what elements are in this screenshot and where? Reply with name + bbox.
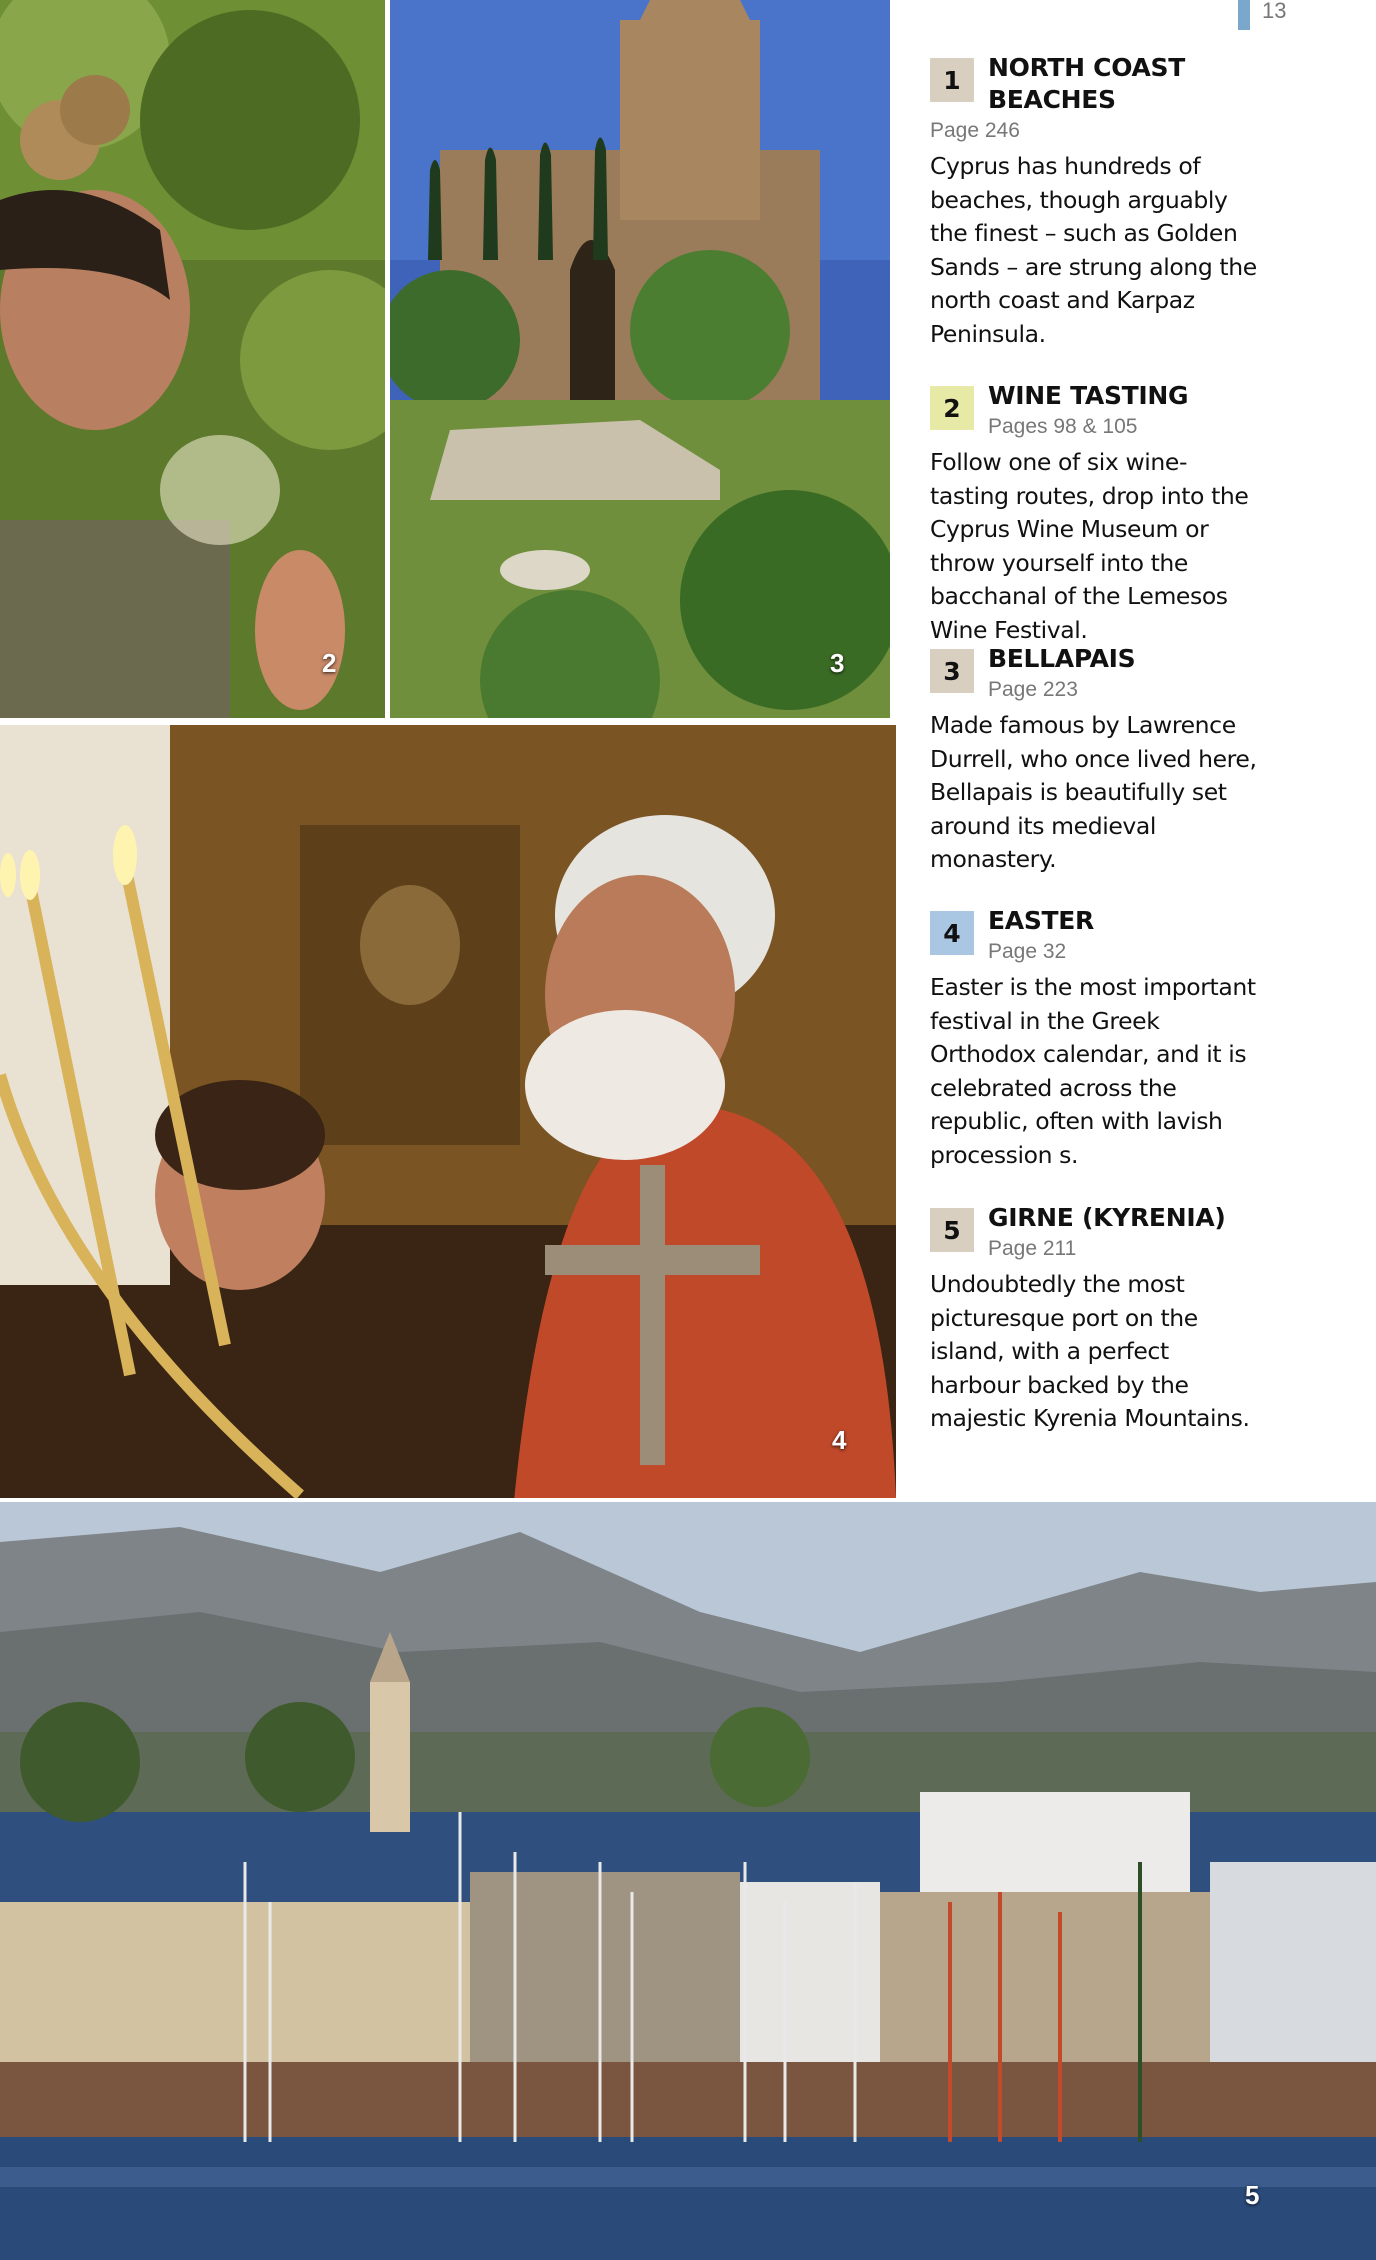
entry-number-badge: 5: [930, 1208, 974, 1252]
entry-body: Undoubtedly the most picturesque port on the island, with a perfect harbour backed by the majestic Kyrenia Mountains.: [930, 1270, 1250, 1432]
entry-number-badge: 3: [930, 649, 974, 693]
highlight-entry-3: [930, 643, 1260, 877]
photo-number: 3: [830, 648, 845, 678]
page-number: 13: [1262, 0, 1287, 23]
entry-title: BELLAPAIS: [988, 644, 1136, 673]
photo-bellapais: [390, 0, 890, 718]
entry-title: EASTER: [988, 906, 1095, 935]
entry-title: GIRNE (KYRENIA): [988, 1203, 1226, 1232]
entry-page-ref: Page 223: [988, 678, 1078, 701]
highlight-entry-5: [930, 1202, 1260, 1436]
entry-page-ref: Page 32: [988, 940, 1067, 963]
entry-body: Follow one of six wine-tasting routes, drop into the Cyprus Wine Museum or throw yourself into the bacchanal of the Lemesos Wine Festival.: [930, 448, 1249, 644]
entry-title-line-2: BEACHES: [988, 85, 1116, 114]
entry-number-badge: 2: [930, 386, 974, 430]
entry-body: Made famous by Lawrence Durrell, who once lived here, Bellapais is beautifully set around its medieval monastery.: [930, 711, 1257, 873]
entry-body: Easter is the most important festival in the Greek Orthodox calendar, and it is celebrated across the republic, often with lavish procession s.: [930, 973, 1256, 1169]
photo-number: 4: [832, 1425, 847, 1455]
entry-number-badge: 4: [930, 911, 974, 955]
photo-number: 2: [322, 648, 337, 678]
highlight-entry-2: [930, 380, 1260, 647]
folio-bar: [1238, 0, 1250, 30]
entry-number-badge: 1: [930, 58, 974, 102]
entry-title: WINE TASTING: [988, 381, 1189, 410]
entry-page-ref: Pages 98 & 105: [988, 415, 1138, 438]
entry-page-ref: Page 211: [988, 1237, 1077, 1260]
photo-number: 5: [1245, 2180, 1260, 2210]
photo-wine-tasting: [0, 0, 385, 718]
entry-page-ref: Page 246: [930, 119, 1020, 142]
highlight-entry-4: [930, 905, 1260, 1172]
highlight-entry-1: [930, 52, 1260, 351]
photo-girne-harbour: [0, 1502, 1376, 2260]
photo-easter: [0, 725, 896, 1498]
entry-title: NORTH COAST: [988, 53, 1186, 82]
entry-body: Cyprus has hundreds of beaches, though arguably the finest – such as Golden Sands – are strung along the north coast and Karpaz Peninsula.: [930, 152, 1257, 348]
